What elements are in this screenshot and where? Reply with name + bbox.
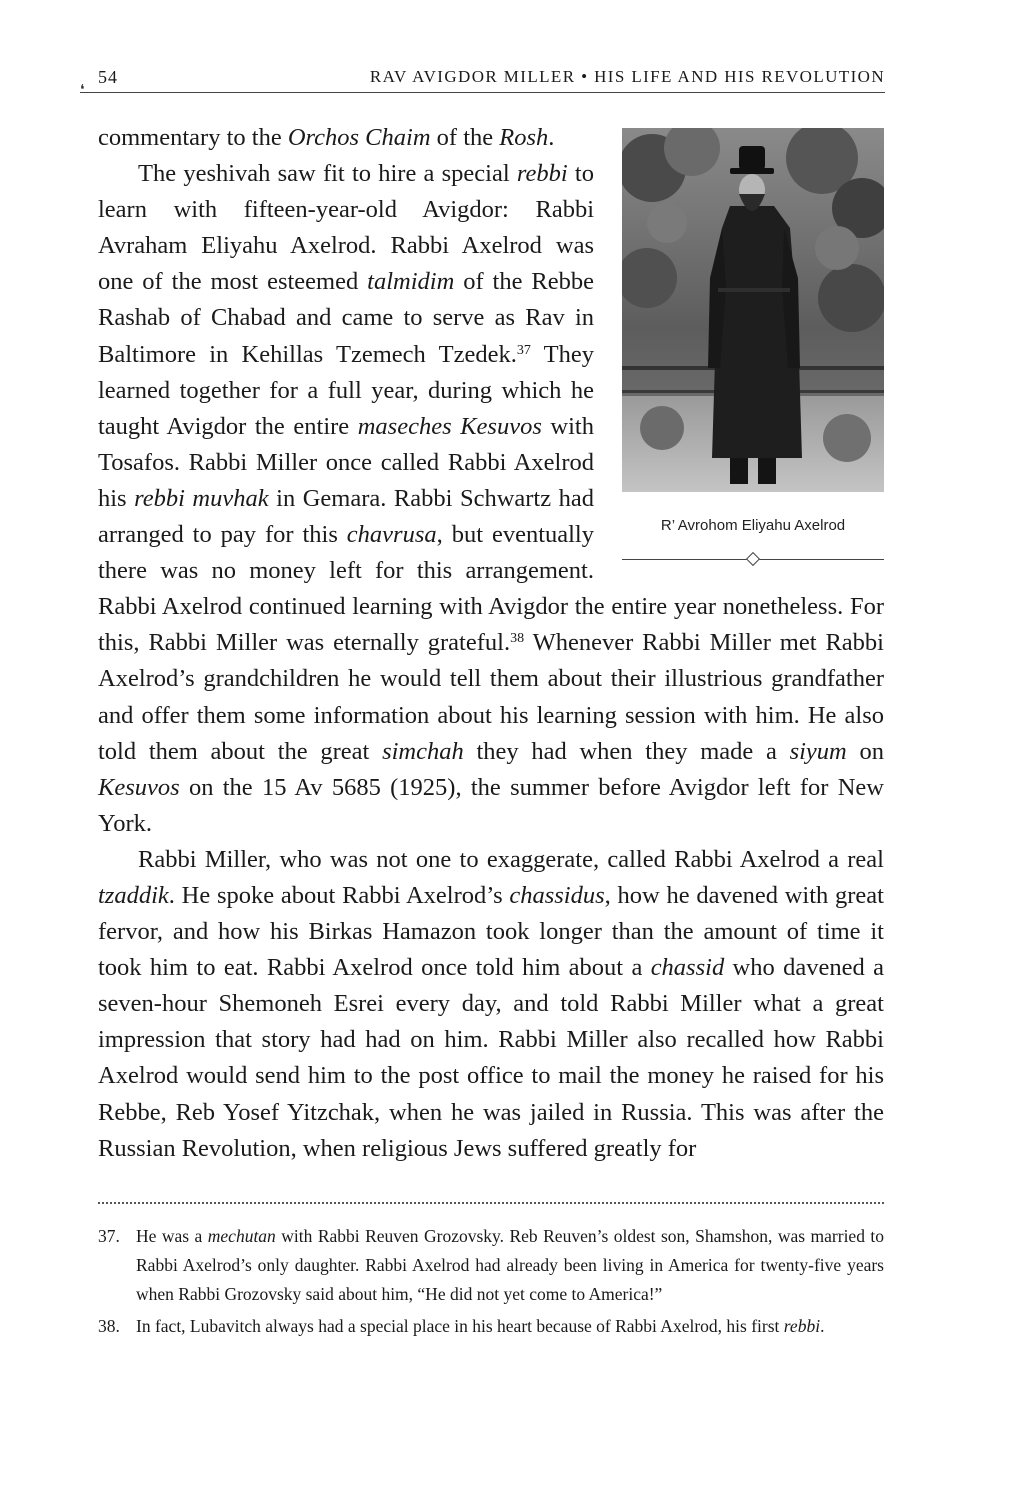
photo-caption: R’ Avrohom Eliyahu Axelrod <box>660 517 846 534</box>
text-run: Rabbi Miller, who was not one to exaggerate, called Rabbi Axelrod a real <box>138 845 884 873</box>
text-run: . He spoke about Rabbi Axelrod’s <box>168 881 510 909</box>
italic-term: chassidus <box>509 881 605 909</box>
text-run: on <box>846 737 884 765</box>
italic-term: chassid <box>650 954 725 982</box>
page-number: 54 <box>98 67 118 87</box>
text-run: of the <box>430 124 500 151</box>
text-run: they had when they made a <box>463 737 790 765</box>
photo <box>622 128 884 492</box>
text-run: , but eventually there was no money left for this arrangement. Rabbi Axelrod continued learning with Avigdor the entire year nonetheless. For this, Rabbi Miller was eternally grateful. <box>98 521 884 657</box>
text-run: Whenever Rabbi Miller met Rabbi Axelrod’s grandchildren he would tell them about their illustrious grandfather and offer them some information about his learning session with him. He also told them about the great <box>98 629 884 765</box>
text-run: of the Rebbe Rashab of Chabad and came to serve as Rav in Baltimore in Kehillas Tzemech Tzedek. <box>98 268 594 368</box>
running-head <box>80 64 885 98</box>
italic-term: rebbi <box>516 160 568 188</box>
text-run: to learn with fifteen-year-old Avigdor: Rabbi Avraham Eliyahu Axelrod. Rabbi Axelrod was one of the most esteemed <box>98 160 594 296</box>
footnotes <box>98 1222 884 1344</box>
italic-term: Rosh <box>499 124 549 151</box>
photo-figure <box>622 128 884 568</box>
text-run: He was a <box>136 1226 208 1246</box>
italic-term: talmidim <box>367 268 455 296</box>
italic-term: siyum <box>789 737 847 765</box>
text-run: In fact, Lubavitch always had a special place in his heart because of Rabbi Axelrod, his first <box>136 1316 784 1336</box>
italic-term: tzaddik <box>98 881 169 909</box>
body-text <box>98 120 884 1167</box>
caption-ornament <box>622 550 884 568</box>
text-run: on the 15 Av 5685 (1925), the summer before Avigdor left for New York. <box>98 773 884 837</box>
body-paragraph <box>98 842 884 1167</box>
text-run: The yeshivah saw fit to hire a special <box>138 160 517 188</box>
text-run: in Gemara. Rabbi Schwartz had arranged to pay for this <box>98 484 594 549</box>
italic-term: mechutan <box>207 1226 276 1246</box>
footnote-number: 38. <box>98 1316 120 1336</box>
text-run: with Tosafos. Rabbi Miller once called Rabbi Axelrod his <box>98 412 594 512</box>
text-run: They learned together for a full year, during which he taught Avigdor the entire <box>98 340 594 440</box>
italic-term: chavrusa <box>346 521 437 549</box>
footnote-separator <box>98 1202 884 1204</box>
text-run: . <box>820 1316 825 1336</box>
italic-term: rebbi muvhak <box>134 484 269 512</box>
italic-term: maseches Kesuvos <box>357 412 542 440</box>
diamond-ornament <box>746 552 760 566</box>
italic-term: Orchos Chaim <box>287 124 431 151</box>
footnote-number: 37. <box>98 1226 120 1246</box>
italic-term: rebbi <box>783 1316 821 1336</box>
footnote-text <box>136 1222 884 1309</box>
text-run: . <box>548 124 555 151</box>
italic-term: simchah <box>382 737 464 765</box>
footnote-ref: 38 <box>510 631 525 647</box>
text-run: commentary to the <box>98 124 288 151</box>
footnote-38 <box>98 1312 884 1341</box>
corner-mark: ❛ <box>80 83 85 98</box>
footnote-37 <box>98 1222 884 1309</box>
book-title: RAV AVIGDOR MILLER • HIS LIFE AND HIS REVOLUTION <box>369 67 885 86</box>
footnote-ref: 37 <box>516 342 531 358</box>
text-run: with Rabbi Reuven Grozovsky. Reb Reuven’s oldest son, Shamshon, was married to Rabbi Axelrod’s only daughter. Rabbi Axelrod had already been living in America for twenty-five years when Rabbi Grozovsky said about him, “He did not yet come to America!” <box>136 1226 885 1304</box>
footnote-text <box>136 1312 884 1341</box>
italic-term: Kesuvos <box>98 773 180 801</box>
text-run: who davened a seven-hour Shemoneh Esrei every day, and told Rabbi Miller what a great impression that story had had on him. Rabbi Miller also recalled how Rabbi Axelrod would send him to the post office to mail the money he raised for his Rebbe, Reb Yosef Yitzchak, when he was jailed in Russia. This was after the Russian Revolution, when religious Jews suffered greatly for <box>98 954 884 1162</box>
text-run: , how he davened with great fervor, and how his Birkas Hamazon took longer than the amount of time it took him to eat. Rabbi Axelrod once told him about a <box>98 881 884 982</box>
